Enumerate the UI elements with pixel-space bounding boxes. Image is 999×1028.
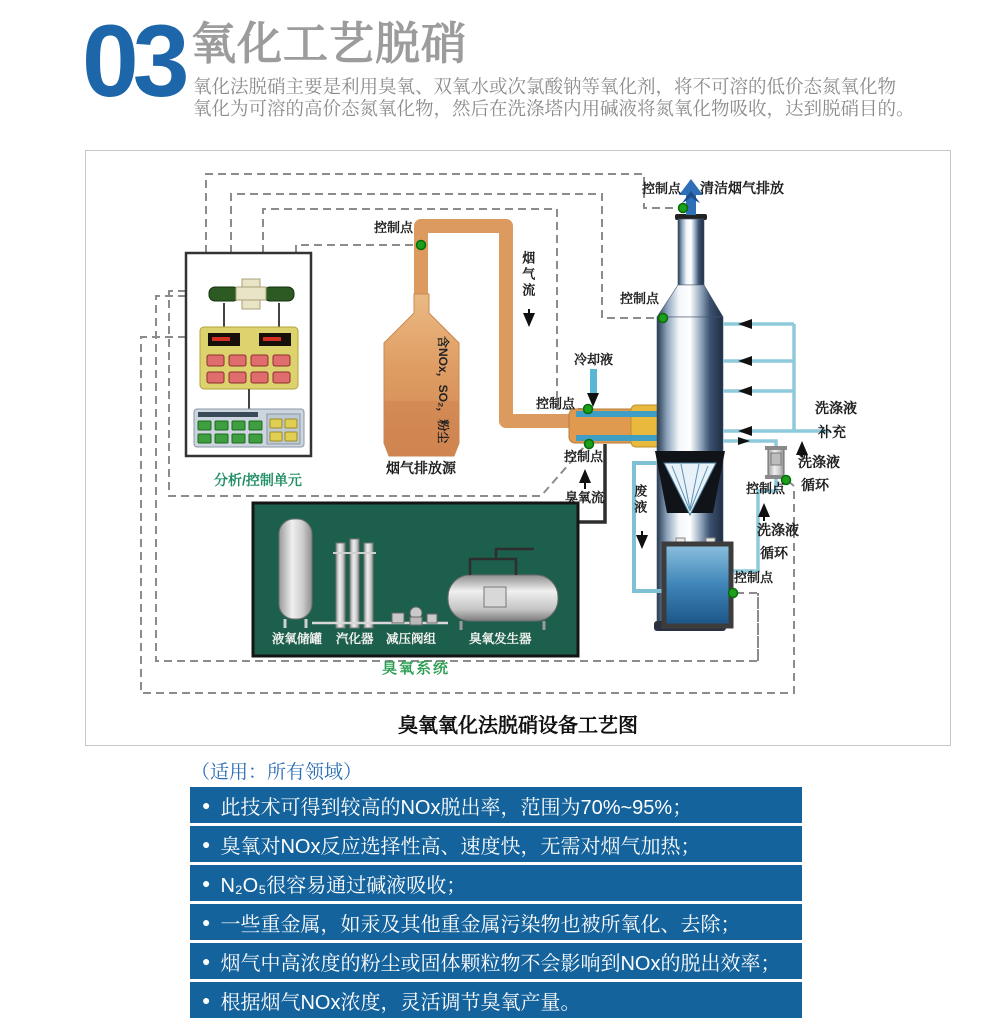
ozone-system-label: 臭氧系统 — [382, 660, 451, 677]
feature-bar — [190, 865, 802, 901]
process-diagram — [85, 150, 951, 746]
vaporizer-label: 汽化器 — [336, 632, 374, 646]
control-point-label-stack-top: 控制点 — [642, 181, 682, 196]
chimney-content-label: 含NOx，SO₂，粉尘 — [436, 336, 450, 444]
vaporizer-graphic — [333, 539, 376, 628]
wash-cycle2-label-2: 循环 — [760, 545, 788, 561]
wash-liquid-tank — [664, 538, 731, 626]
clean-gas-label: 清洁烟气排放 — [700, 180, 784, 196]
diagram-caption: 臭氧氧化法脱硝设备工艺图 — [398, 715, 638, 737]
wash-supply-label-1: 洗涤液 — [815, 400, 857, 416]
section-description — [193, 76, 915, 120]
bullet-icon: ● — [202, 914, 211, 930]
valve-group-label: 减压阀组 — [386, 632, 437, 646]
process-diagram-graphic — [86, 151, 950, 745]
coolant-pipe — [590, 369, 597, 393]
wash-cycle1-label-1: 洗涤液 — [798, 454, 840, 470]
wash-supply-label-2: 补充 — [818, 424, 846, 440]
bullet-icon: ● — [202, 797, 211, 813]
description-line-2: 氧化为可溶的高价态氮氧化物，然后在洗涤塔内用碱液将氮氧化物吸收，达到脱硝目的。 — [193, 98, 915, 119]
control-point-label-tank: 控制点 — [734, 570, 774, 585]
analysis-control-unit — [186, 253, 311, 456]
bullet-icon: ● — [202, 953, 211, 969]
feature-list — [190, 787, 802, 1021]
page-title: 氧化工艺脱硝 — [191, 18, 468, 69]
feature-text: 臭氧对NOx反应选择性高、速度快，无需对烟气加热； — [220, 835, 701, 858]
feature-text: 一些重金属，如汞及其他重金属污染物也被所氧化、去除； — [220, 913, 741, 936]
flue-gas-source-label: 烟气排放源 — [386, 460, 456, 476]
keypad-panel — [194, 409, 304, 447]
coolant-label: 冷却液 — [574, 352, 614, 367]
lox-tank-label: 液氧储罐 — [272, 632, 323, 646]
analyzer-cylinder-right — [264, 287, 294, 301]
description-line-1: 氧化法脱硝主要是利用臭氧、双氧水或次氯酸钠等氧化剂，将不可溶的低价态氮氧化物 — [193, 76, 897, 97]
ozone-generator-label: 臭氧发生器 — [469, 632, 532, 646]
flue-gas-flow-label: 烟气流 — [520, 251, 536, 299]
feature-text: 根据烟气NOx浓度，灵活调节臭氧产量。 — [220, 991, 581, 1014]
control-point-label-pipe: 控制点 — [374, 220, 414, 235]
feature-bar — [190, 787, 802, 823]
ozone-flow-label: 臭氧流 — [565, 490, 605, 505]
control-point-label-tower: 控制点 — [620, 291, 660, 306]
bullet-icon: ● — [202, 836, 211, 852]
waste-liquid-label: 废液 — [632, 484, 648, 516]
analyzer-cylinder-left — [209, 287, 239, 301]
circulation-pump — [765, 446, 787, 479]
control-point-label-mixer-top: 控制点 — [536, 396, 576, 411]
feature-text: 烟气中高浓度的粉尘或固体颗粒物不会影响到NOx的脱出效率； — [220, 952, 781, 975]
spray-arrows — [738, 319, 752, 445]
section-number: 03 — [82, 4, 184, 118]
feature-bar — [190, 982, 802, 1018]
feature-bar — [190, 904, 802, 940]
control-point-label-pump: 控制点 — [746, 481, 786, 496]
wash-cycle1-label-2: 循环 — [801, 477, 829, 493]
bullet-icon: ● — [202, 992, 211, 1008]
control-point-label-mixer-bottom: 控制点 — [564, 449, 604, 464]
lox-tank-graphic — [279, 519, 312, 628]
feature-text: N₂O₅很容易通过碱液吸收； — [220, 874, 467, 897]
controller-panel — [200, 327, 298, 389]
analysis-unit-label: 分析/控制单元 — [214, 472, 302, 488]
feature-text: 此技术可得到较高的NOx脱出率，范围为70%~95%； — [220, 796, 693, 819]
bullet-icon: ● — [202, 875, 211, 891]
feature-bar — [190, 826, 802, 862]
applicability-note: （适用：所有领域） — [191, 762, 363, 783]
wash-cycle2-label-1: 洗涤液 — [757, 522, 799, 538]
feature-bar — [190, 943, 802, 979]
